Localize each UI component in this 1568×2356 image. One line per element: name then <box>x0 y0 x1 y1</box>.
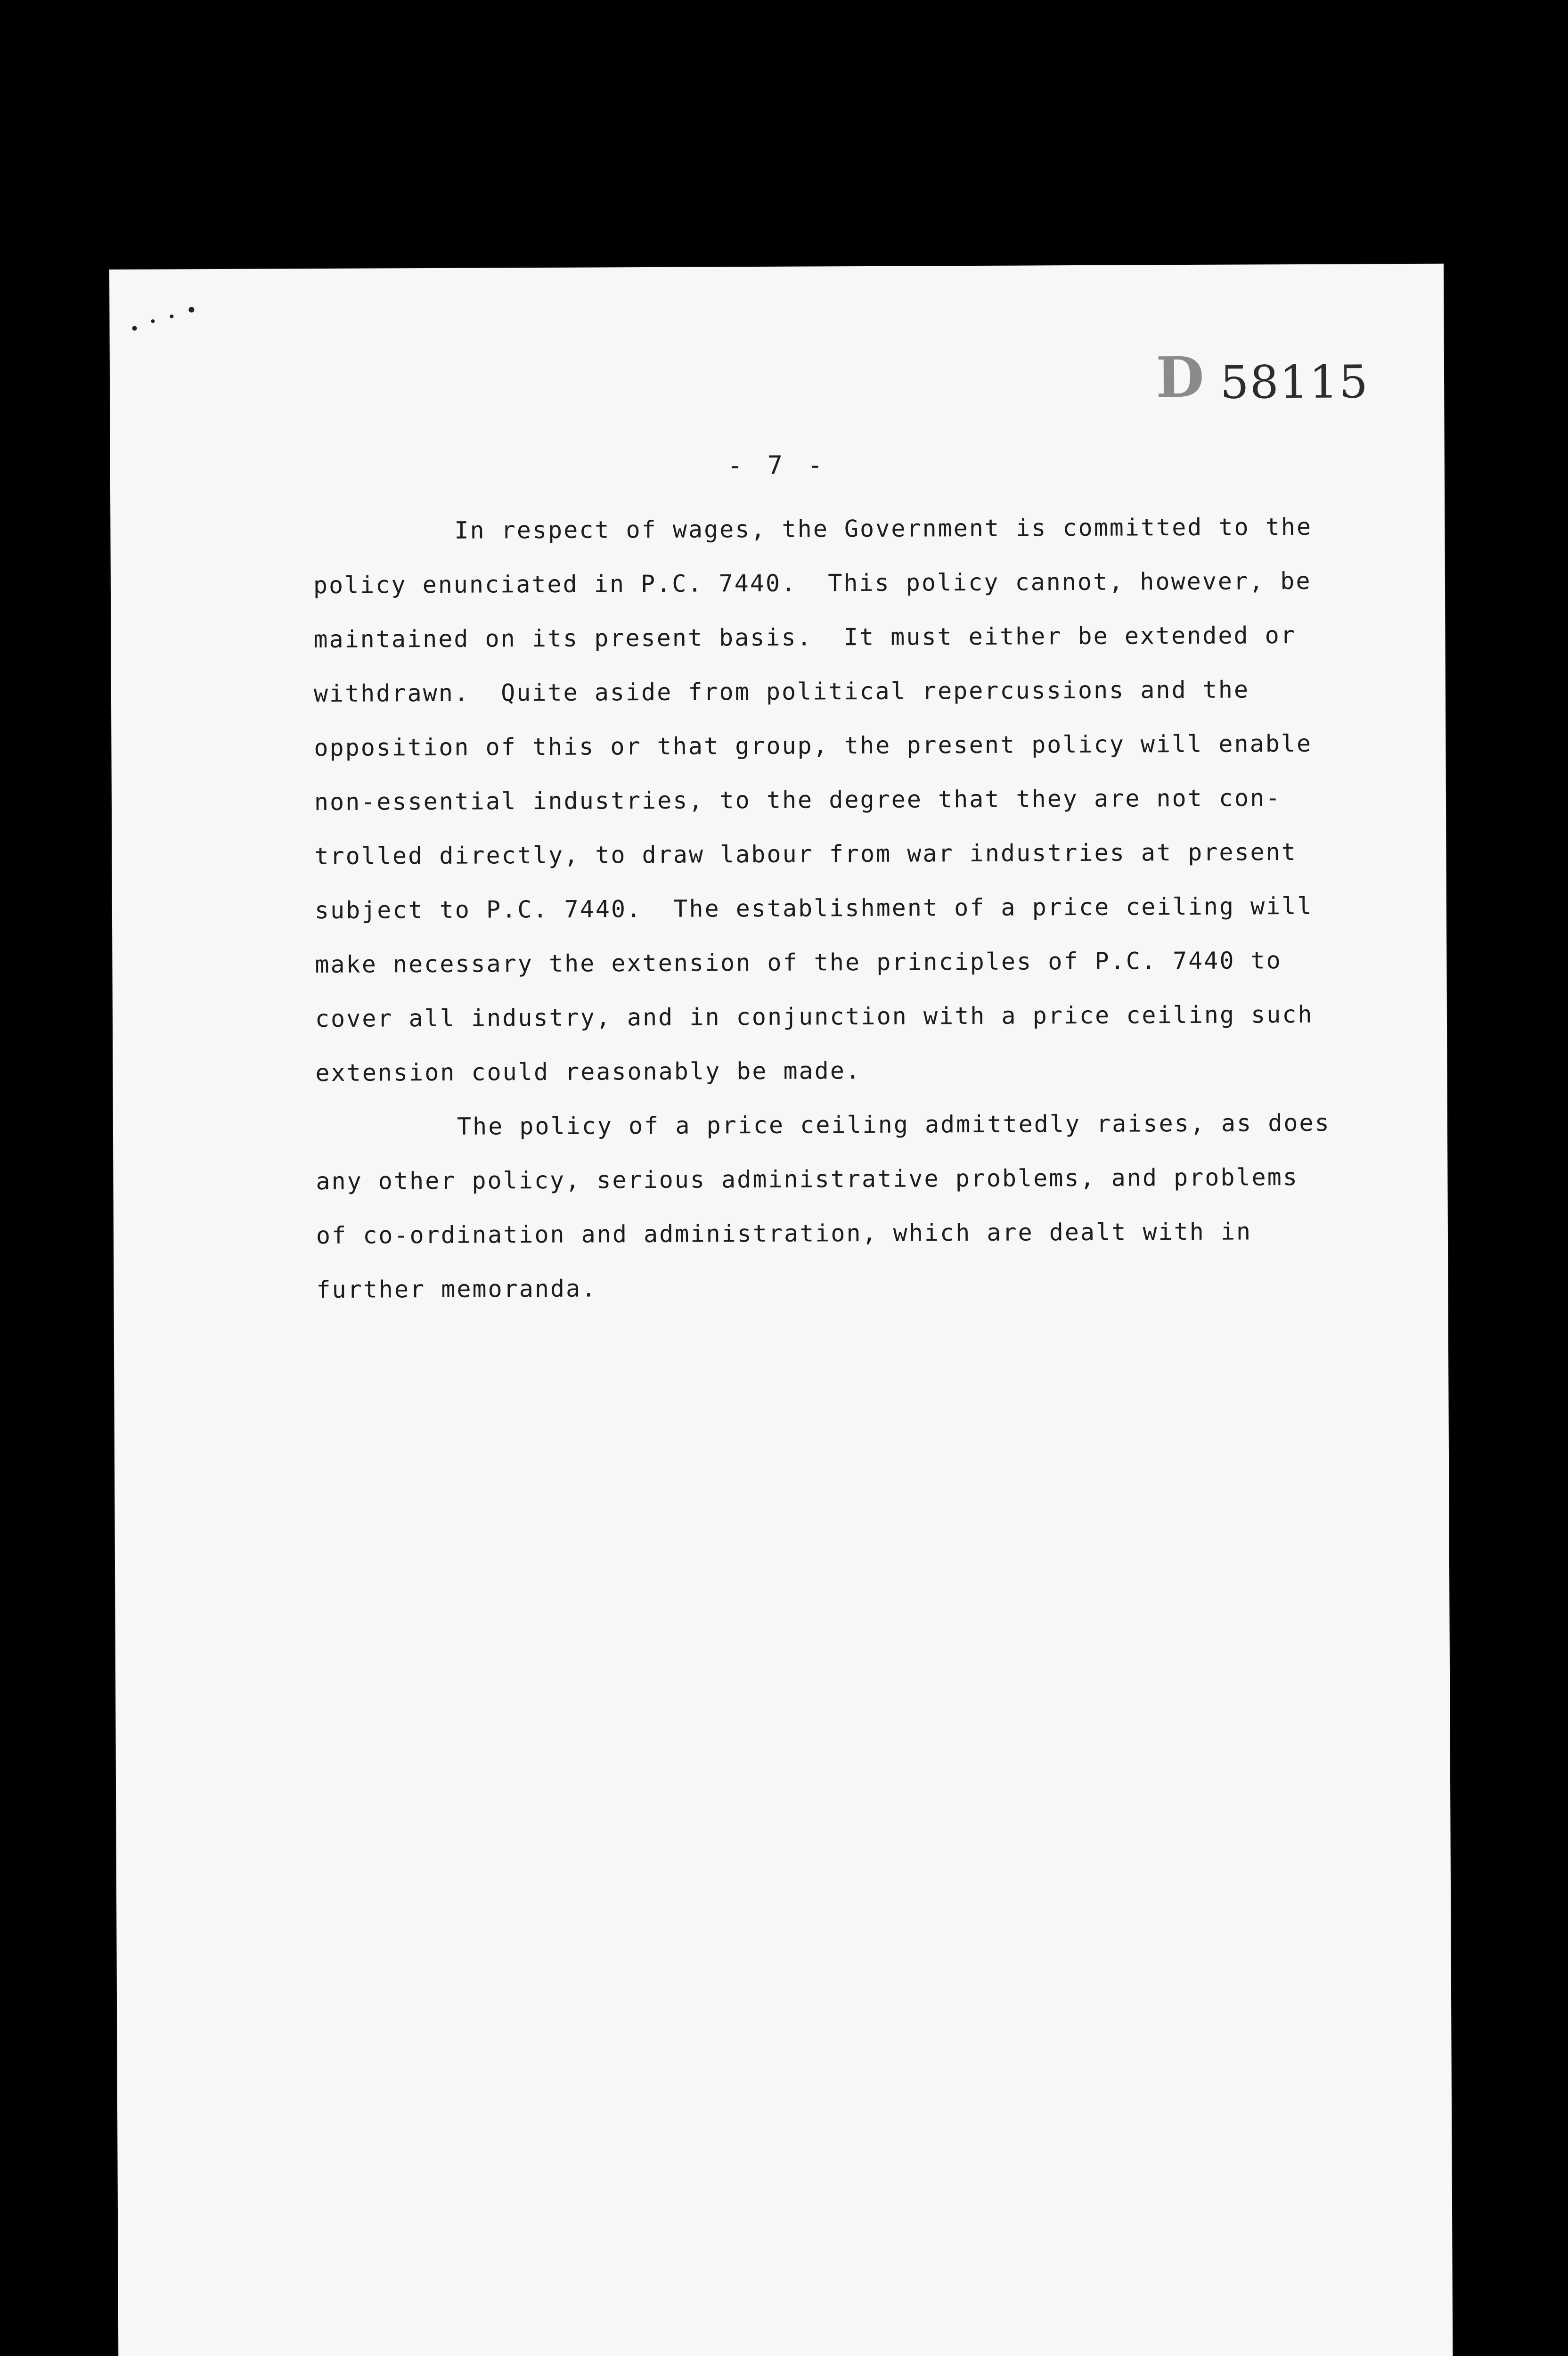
text-line: withdrawn. Quite aside from political repercussions and the <box>313 676 1250 708</box>
text-line: make necessary the extension of the principles of P.C. 7440 to <box>315 947 1282 979</box>
memo-body <box>313 499 1466 1317</box>
text-line: In respect of wages, the Government is committed to the <box>454 513 1313 544</box>
text-line: cover all industry, and in conjunction with a price ceiling such <box>315 1000 1314 1033</box>
text-line: of co-ordination and administration, which are dealt with in <box>316 1218 1252 1250</box>
paragraph-price-ceiling <box>316 1095 1466 1317</box>
text-line: maintained on its present basis. It must either be extended or <box>313 622 1297 654</box>
text-line: policy enunciated in P.C. 7440. This policy cannot, however, be <box>313 567 1312 599</box>
speck <box>188 307 194 312</box>
archive-number: 58115 <box>1220 355 1369 409</box>
paragraph-wages <box>313 499 1465 1100</box>
text-line: non-essential industries, to the degree that they are not con- <box>314 784 1282 816</box>
speck <box>132 326 137 331</box>
speck <box>151 319 155 323</box>
text-line: trolled directly, to draw labour from war industries at present <box>314 838 1298 870</box>
text-line: extension could reasonably be made. <box>315 1057 862 1087</box>
text-line: further memoranda. <box>316 1275 597 1304</box>
text-line: opposition of this or that group, the present policy will enable <box>314 729 1313 762</box>
archive-stamp-prefix: D <box>1155 344 1204 410</box>
archive-reference <box>1155 344 1369 410</box>
text-line: The policy of a price ceiling admittedly raises, as does <box>457 1109 1331 1140</box>
text-line: subject to P.C. 7440. The establishment of a price ceiling will <box>314 892 1313 924</box>
text-line: any other policy, serious administrative problems, and problems <box>316 1163 1299 1195</box>
speck <box>170 314 173 318</box>
page-number: - 7 - <box>727 450 828 481</box>
paper-specks <box>132 302 207 340</box>
document-page <box>109 264 1454 2356</box>
